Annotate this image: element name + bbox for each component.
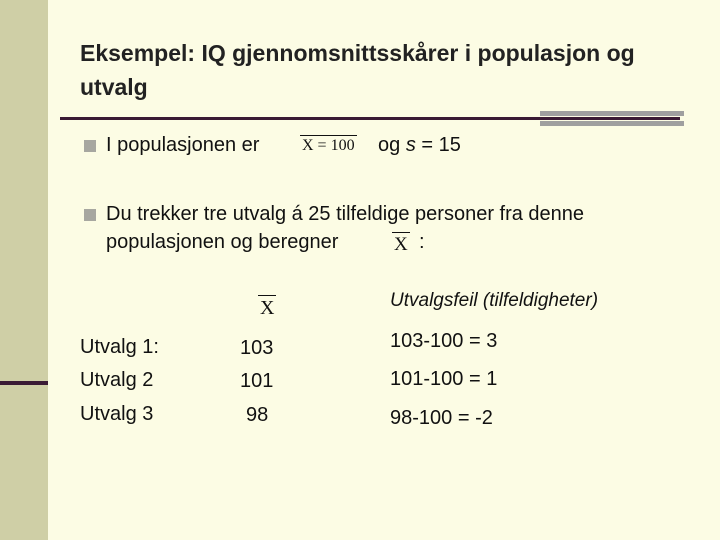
decorative-grey-rule-top <box>540 111 684 116</box>
bullet-1-tail-suffix: = 15 <box>415 134 461 156</box>
bullet-square-icon <box>84 209 96 221</box>
bullet-1-lead: I populasjonen er <box>106 134 260 156</box>
population-mean-formula <box>302 134 355 155</box>
table-row-error: 103-100 = 3 <box>390 330 498 352</box>
bullet-square-icon <box>84 140 96 152</box>
bullet-2-colon: : <box>419 231 425 253</box>
left-decorative-bar <box>0 0 48 540</box>
bullet-2-line-1: Du trekker tre utvalg á 25 tilfeldige personer fra denne <box>106 203 585 225</box>
sample-mean-symbol <box>394 231 408 256</box>
table-row-label: Utvalg 3 <box>80 403 154 425</box>
table-row-error: 101-100 = 1 <box>390 368 498 390</box>
table-header-mean <box>260 294 274 320</box>
sample-mean-symbol-text: X <box>394 231 408 256</box>
table-header-error: Utvalgsfeil (tilfeldigheter) <box>390 290 599 311</box>
bullet-1-tail <box>378 132 461 159</box>
table-row-mean: 98 <box>246 404 269 426</box>
table-row-mean: 103 <box>240 337 274 359</box>
population-mean-formula-text: X = 100 <box>302 134 355 155</box>
slide-title: Eksempel: IQ gjennomsnittsskårer i populasjon og utvalg <box>80 40 635 100</box>
table-header-mean-text: X <box>260 294 274 320</box>
decorative-grey-rule-bottom <box>540 121 684 126</box>
table-row-error: 98-100 = -2 <box>390 407 493 429</box>
title-underline <box>60 117 680 120</box>
table-row-label: Utvalg 1: <box>80 336 159 358</box>
bullet-2-line-2: populasjonen og beregner <box>106 231 339 253</box>
left-bar-accent-line <box>0 381 48 385</box>
table-row-mean: 101 <box>240 370 274 392</box>
s-symbol: s <box>405 134 416 156</box>
table-row-label: Utvalg 2 <box>80 369 154 391</box>
bullet-1-tail-prefix: og <box>378 134 406 156</box>
